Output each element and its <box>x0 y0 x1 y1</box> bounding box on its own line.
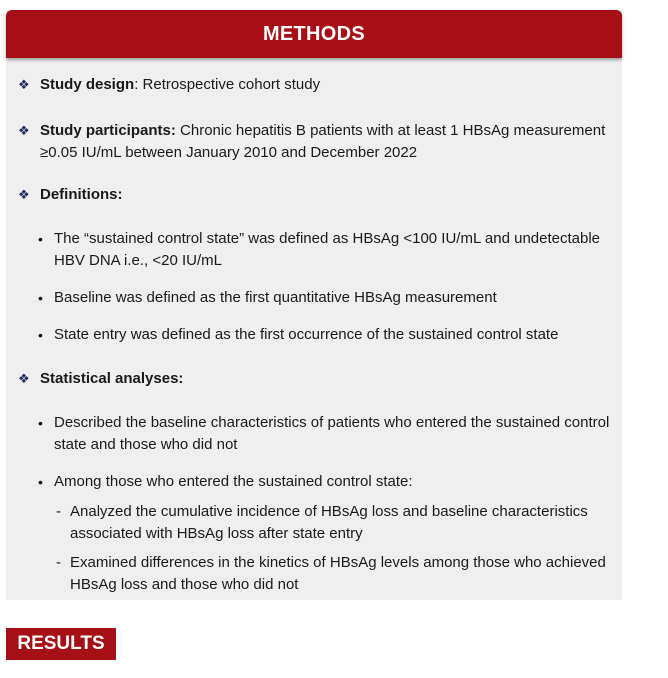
results-header <box>6 628 116 660</box>
study-participants-label: Study participants: <box>40 122 176 139</box>
analysis-sub-item-text: Examined differences in the kinetics of HBsAg levels among those who achieved HBsAg loss and those who did not <box>70 554 606 593</box>
dash-bullet-icon: - <box>56 503 61 520</box>
definition-item-text: State entry was defined as the first occurrence of the sustained control state <box>54 326 559 343</box>
definitions-bullet <box>18 184 610 206</box>
analysis-item <box>38 471 624 493</box>
diamond-bullet-icon: ❖ <box>18 371 30 386</box>
analysis-item <box>38 412 624 456</box>
study-design-text: : Retrospective cohort study <box>134 76 321 93</box>
study-design-label: Study design <box>40 76 135 93</box>
methods-header <box>6 10 622 58</box>
analysis-sub-item <box>56 552 610 596</box>
definitions-label: Definitions: <box>40 186 123 203</box>
dot-bullet-icon: • <box>38 415 43 431</box>
methods-title: METHODS <box>262 22 366 45</box>
study-participants-text: Chronic hepatitis B patients with at least 1 HBsAg measurement ≥0.05 IU/mL between January 2010 and December 2022 <box>40 122 606 161</box>
definition-item-text: The “sustained control state” was defined as HBsAg <100 IU/mL and undetectable HBV DNA i.e., <20 IU/mL <box>54 230 601 269</box>
analysis-sub-item-text: Analyzed the cumulative incidence of HBsAg loss and baseline characteristics associated with HBsAg loss after state entry <box>70 503 588 542</box>
analysis-sub-item <box>56 501 610 545</box>
dot-bullet-icon: • <box>38 327 43 343</box>
analysis-item-text: Described the baseline characteristics of patients who entered the sustained control state and those who did not <box>54 414 610 453</box>
study-participants-bullet <box>18 120 610 164</box>
results-title: RESULTS <box>17 633 105 654</box>
dot-bullet-icon: • <box>38 290 43 306</box>
definition-item-text: Baseline was defined as the first quantitative HBsAg measurement <box>54 289 497 306</box>
methods-panel <box>6 10 622 600</box>
diamond-bullet-icon: ❖ <box>18 187 30 202</box>
statistical-analyses-label: Statistical analyses: <box>40 370 184 387</box>
definition-item <box>38 287 624 309</box>
dash-bullet-icon: - <box>56 554 61 571</box>
diamond-bullet-icon: ❖ <box>18 123 30 138</box>
analysis-item-text: Among those who entered the sustained control state: <box>54 473 413 490</box>
study-design-bullet <box>18 74 610 96</box>
statistical-analyses-bullet <box>18 368 610 390</box>
definition-item <box>38 228 624 272</box>
dot-bullet-icon: • <box>38 231 43 247</box>
dot-bullet-icon: • <box>38 474 43 490</box>
definition-item <box>38 324 624 346</box>
diamond-bullet-icon: ❖ <box>18 77 30 92</box>
